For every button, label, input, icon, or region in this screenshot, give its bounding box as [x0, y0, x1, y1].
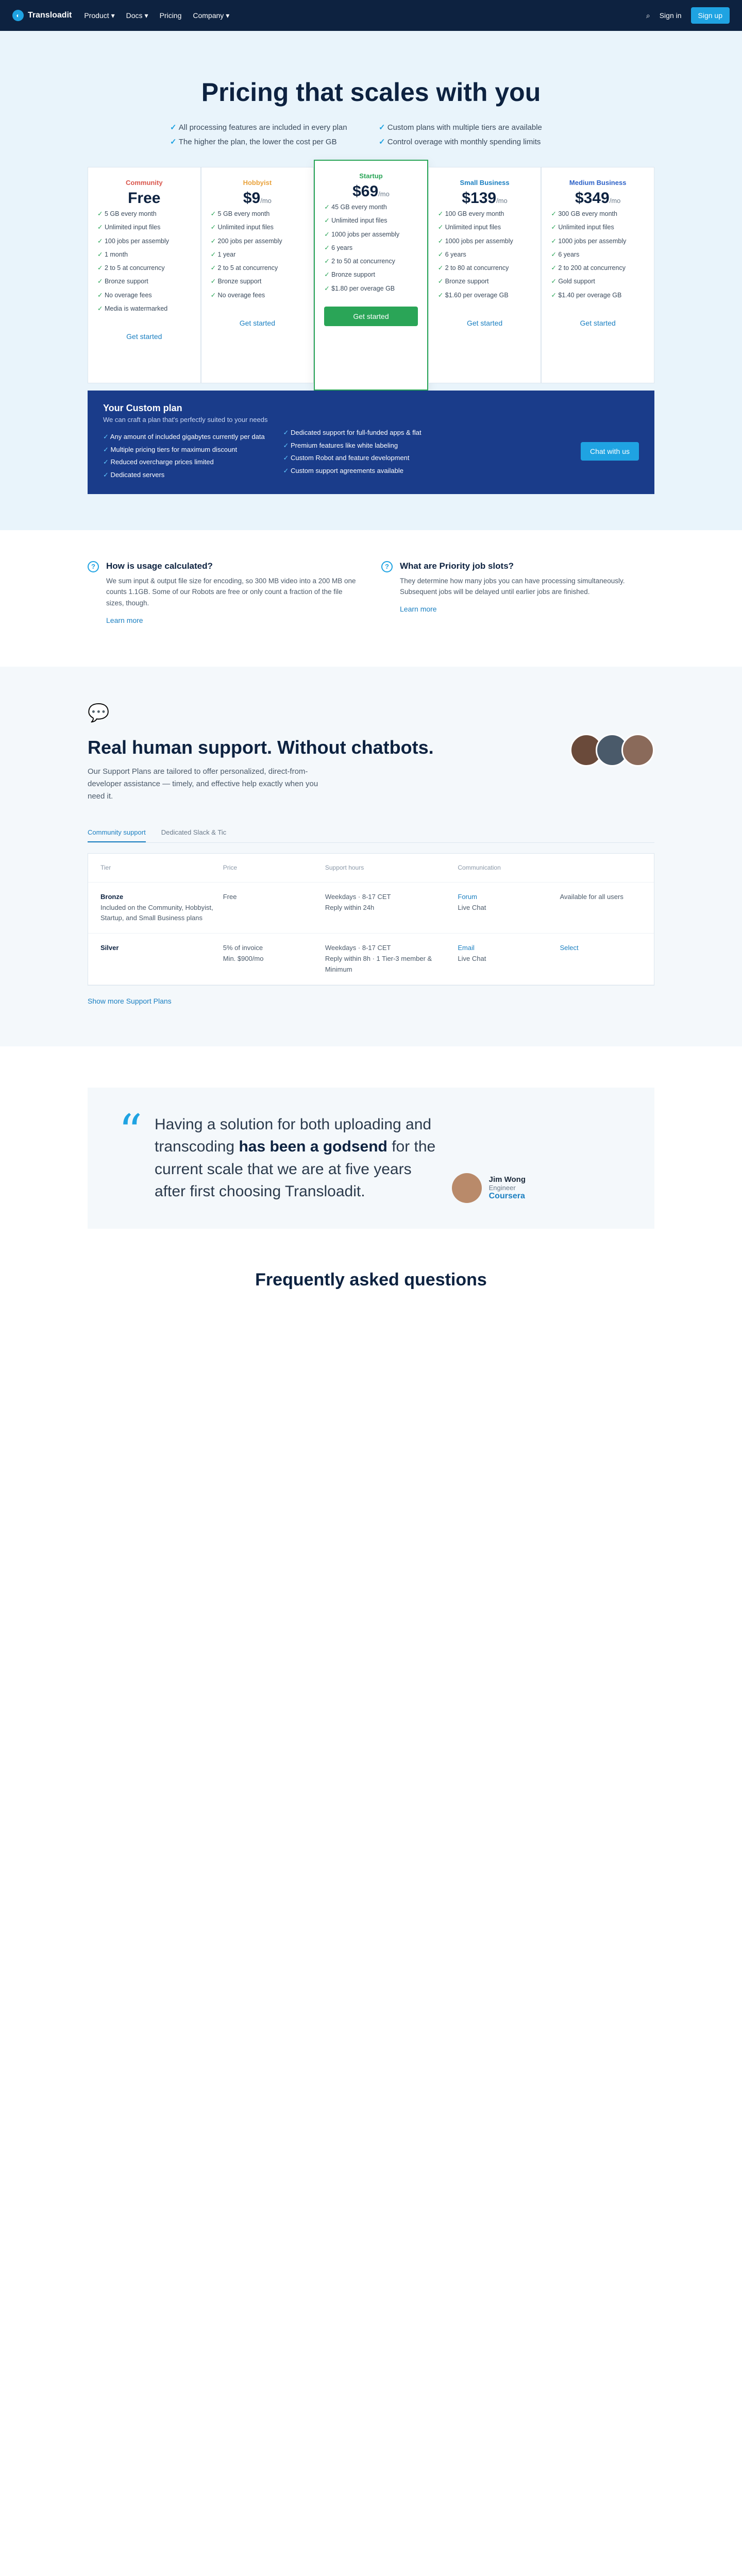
plan-card [428, 167, 542, 383]
col-comm: Communication [458, 863, 501, 871]
support-section [0, 667, 742, 1046]
quote-icon: “ [119, 1104, 143, 1159]
support-text: Our Support Plans are tailored to offer personalized, direct-from-developer assistance — timely, and effective help exactly when you need it. [88, 767, 318, 801]
brand[interactable] [12, 10, 72, 21]
col-tier: Tier [100, 863, 111, 871]
plan-feature: ✓ Unlimited input files [551, 221, 645, 234]
search-icon[interactable]: ⌕ [646, 11, 650, 20]
plan-price-period: /mo [609, 197, 621, 205]
signup-button[interactable]: Sign up [691, 7, 730, 24]
plan-feature: ✓ Gold support [551, 275, 645, 288]
tier-price: 5% of invoice [223, 944, 263, 952]
plan-feature: ✓ 45 GB every month [324, 200, 418, 214]
plan-price [97, 190, 191, 207]
nav-company[interactable] [193, 11, 229, 20]
custom-plan-title: Your Custom plan [103, 403, 182, 413]
avatar [621, 734, 654, 767]
info-usage [88, 561, 361, 625]
quote-part: for the current scale that we are at five years after first choosing Transloadit. [155, 1138, 436, 1200]
table-header [88, 854, 654, 883]
chat-with-us-button[interactable]: Chat with us [581, 442, 639, 461]
learn-more-link[interactable]: Learn more [400, 604, 437, 613]
nav-product-label: Product [84, 11, 109, 20]
plan-card [201, 167, 314, 383]
learn-more-link[interactable]: Learn more [106, 616, 143, 624]
get-started-button[interactable]: Get started [466, 318, 503, 327]
plan-feature: ✓ 6 years [324, 241, 418, 255]
plan-card [88, 167, 201, 383]
custom-plan [88, 391, 654, 494]
plan-feature: ✓ 2 to 5 at concurrency [211, 261, 305, 275]
plan-feature: ✓ $1.40 per overage GB [551, 289, 645, 302]
info-text: We sum input & output file size for encoding, so 300 MB video into a 200 MB one counts 1.1GB. Some of our Robots are free or only count a fraction of the file sizes, though. [106, 577, 356, 607]
custom-plan-desc: We can craft a plan that's perfectly suited to your needs [103, 416, 268, 423]
nav-company-label: Company [193, 11, 224, 20]
col-action [560, 863, 642, 873]
hero-feature: ✓ All processing features are included in every plan [170, 123, 363, 132]
testimonial [88, 1088, 654, 1229]
plan-feature: ✓ 2 to 200 at concurrency [551, 261, 645, 275]
plan-feature: ✓ $1.60 per overage GB [438, 289, 532, 302]
pricing-hero [0, 31, 742, 530]
custom-feature: ✓ Premium features like white labeling [283, 439, 421, 452]
top-nav [0, 0, 742, 31]
plan-price-period: /mo [496, 197, 508, 205]
nav-product[interactable] [84, 11, 114, 20]
tier-price: Free [223, 892, 237, 901]
plan-price [438, 190, 532, 207]
tier-comm-sub: Live Chat [458, 954, 486, 962]
author-role: Engineer [488, 1183, 516, 1192]
custom-feature: ✓ Dedicated servers [103, 469, 267, 482]
table-row [88, 934, 654, 985]
faq-list [88, 1321, 654, 2576]
info-text: They determine how many jobs you can have processing simultaneously. Subsequent jobs will be delayed until earlier jobs are finished. [400, 577, 625, 596]
chat-bubbles-icon: 💬 [88, 703, 110, 723]
quote-part: Having a solution for both uploading and transcoding [155, 1115, 432, 1155]
plan-feature: ✓ 5 GB every month [97, 207, 191, 221]
support-title: Real human support. Without chatbots. [88, 736, 434, 758]
hero-feature: ✓ Custom plans with multiple tiers are available [379, 123, 572, 132]
faq-section [88, 1270, 654, 2576]
custom-feature: ✓ Reduced overcharge prices limited [103, 456, 267, 469]
plan-feature: ✓ No overage fees [97, 289, 191, 302]
usage-info [88, 561, 654, 625]
plan-name: Medium Business [569, 179, 627, 187]
table-row [88, 883, 654, 934]
tier-hours-sub: Reply within 24h [325, 903, 375, 911]
plan-feature: ✓ 1000 jobs per assembly [324, 228, 418, 241]
plan-name: Hobbyist [243, 179, 272, 187]
nav-docs[interactable] [126, 11, 148, 20]
testimonial-author [452, 1173, 526, 1203]
plan-features [97, 207, 191, 315]
plan-price-value: Free [128, 190, 161, 207]
plan-feature: ✓ Media is watermarked [97, 302, 191, 315]
plan-feature: ✓ Bronze support [438, 275, 532, 288]
nav-pricing[interactable]: Pricing [159, 11, 182, 20]
plan-name: Community [126, 179, 163, 187]
tier-comm[interactable]: Forum [458, 892, 477, 901]
plan-price [324, 183, 418, 200]
chevron-down-icon: ▾ [226, 11, 230, 20]
tier-comm[interactable]: Email [458, 944, 475, 952]
plan-features [211, 207, 305, 302]
plan-feature: ✓ 300 GB every month [551, 207, 645, 221]
plan-price-value: $69 [352, 183, 379, 200]
plan-feature: ✓ Unlimited input files [324, 214, 418, 227]
tier-name: Silver [100, 944, 119, 952]
hero-features [170, 123, 572, 146]
plan-feature: ✓ 2 to 5 at concurrency [97, 261, 191, 275]
testimonial-quote [155, 1113, 443, 1203]
plan-features [438, 207, 532, 302]
plan-features [551, 207, 645, 302]
get-started-button[interactable]: Get started [324, 307, 418, 326]
plan-feature: ✓ 100 GB every month [438, 207, 532, 221]
author-name: Jim Wong [488, 1175, 526, 1184]
chevron-down-icon: ▾ [111, 11, 115, 20]
support-avatars [577, 734, 654, 767]
info-title: How is usage calculated? [106, 561, 213, 571]
brand-name: Transloadit [28, 11, 72, 20]
info-title: What are Priority job slots? [400, 561, 514, 571]
chevron-down-icon: ▾ [144, 11, 148, 20]
tier-price-sub: Min. $900/mo [223, 954, 264, 962]
plan-feature: ✓ 2 to 80 at concurrency [438, 261, 532, 275]
custom-feature: ✓ Multiple pricing tiers for maximum discount [103, 444, 267, 456]
faq-title: Frequently asked questions [255, 1269, 487, 1290]
custom-feature: ✓ Custom Robot and feature development [283, 452, 421, 465]
hero-feature: ✓ The higher the plan, the lower the cost per GB [170, 137, 363, 146]
page-title: Pricing that scales with you [201, 78, 541, 107]
tier-name: Bronze [100, 892, 124, 901]
plan-features [324, 200, 418, 295]
question-icon: ? [381, 561, 393, 572]
plan-feature: ✓ 1 year [211, 248, 305, 261]
plan-feature: ✓ $1.80 per overage GB [324, 282, 418, 295]
plan-feature: ✓ 1000 jobs per assembly [551, 234, 645, 248]
plan-feature: ✓ No overage fees [211, 289, 305, 302]
tier-hours: Weekdays · 8-17 CET [325, 892, 391, 901]
info-priority [381, 561, 654, 625]
signin-link[interactable]: Sign in [659, 11, 682, 20]
plan-card [541, 167, 654, 383]
plan-feature: ✓ 6 years [438, 248, 532, 261]
col-price: Price [223, 863, 238, 871]
plan-name: Startup [359, 172, 383, 180]
company-logo: Coursera [488, 1191, 525, 1200]
question-icon: ? [88, 561, 99, 572]
hero-feature: ✓ Control overage with monthly spending limits [379, 137, 572, 146]
col-hours: Support hours [325, 863, 364, 871]
plan-card [314, 160, 428, 391]
tier-hours: Weekdays · 8-17 CET [325, 944, 391, 952]
plan-feature: ✓ Bronze support [97, 275, 191, 288]
plan-name: Small Business [460, 179, 510, 187]
tier-comm-sub: Live Chat [458, 903, 486, 911]
show-more-plans-link[interactable]: Show more Support Plans [88, 996, 172, 1005]
plan-feature: ✓ 1 month [97, 248, 191, 261]
plan-feature: ✓ 1000 jobs per assembly [438, 234, 532, 248]
custom-feature: ✓ Dedicated support for full-funded apps & flat [283, 427, 421, 439]
plan-price [211, 190, 305, 207]
support-table [88, 853, 654, 986]
plan-feature: ✓ 100 jobs per assembly [97, 234, 191, 248]
custom-feature: ✓ Any amount of included gigabytes currently per data [103, 431, 267, 444]
quote-emphasis: has been a godsend [239, 1138, 387, 1155]
get-started-button[interactable]: Get started [126, 332, 162, 341]
plan-cards [88, 167, 654, 391]
plan-feature: ✓ Unlimited input files [97, 221, 191, 234]
custom-feature: ✓ Custom support agreements available [283, 465, 421, 478]
plan-feature: ✓ 2 to 50 at concurrency [324, 255, 418, 268]
plan-price-period: /mo [378, 190, 390, 198]
tab-dedicated-slack[interactable]: Dedicated Slack & Tic [161, 828, 227, 836]
tier-desc: Included on the Community, Hobbyist, Startup, and Small Business plans [100, 903, 213, 922]
plan-price-value: $9 [243, 190, 261, 207]
plan-price [551, 190, 645, 207]
plan-price-value: $349 [575, 190, 610, 207]
support-tabs [88, 823, 654, 843]
select-tier-button[interactable]: Select [560, 944, 579, 952]
avatar [452, 1173, 482, 1203]
plan-feature: ✓ 6 years [551, 248, 645, 261]
logo-icon: ◐ [12, 10, 24, 21]
plan-feature: ✓ Bronze support [324, 268, 418, 281]
get-started-button[interactable]: Get started [580, 318, 616, 327]
plan-feature: ✓ Bronze support [211, 275, 305, 288]
get-started-button[interactable]: Get started [239, 318, 276, 327]
nav-docs-label: Docs [126, 11, 143, 20]
tab-community-support[interactable]: Community support [88, 823, 146, 842]
tier-availability: Available for all users [560, 892, 623, 901]
plan-feature: ✓ Unlimited input files [438, 221, 532, 234]
plan-price-period: /mo [260, 197, 272, 205]
plan-feature: ✓ Unlimited input files [211, 221, 305, 234]
tier-hours-sub: Reply within 8h · 1 Tier-3 member & Minimum [325, 954, 432, 973]
plan-price-value: $139 [462, 190, 497, 207]
plan-feature: ✓ 5 GB every month [211, 207, 305, 221]
plan-feature: ✓ 200 jobs per assembly [211, 234, 305, 248]
